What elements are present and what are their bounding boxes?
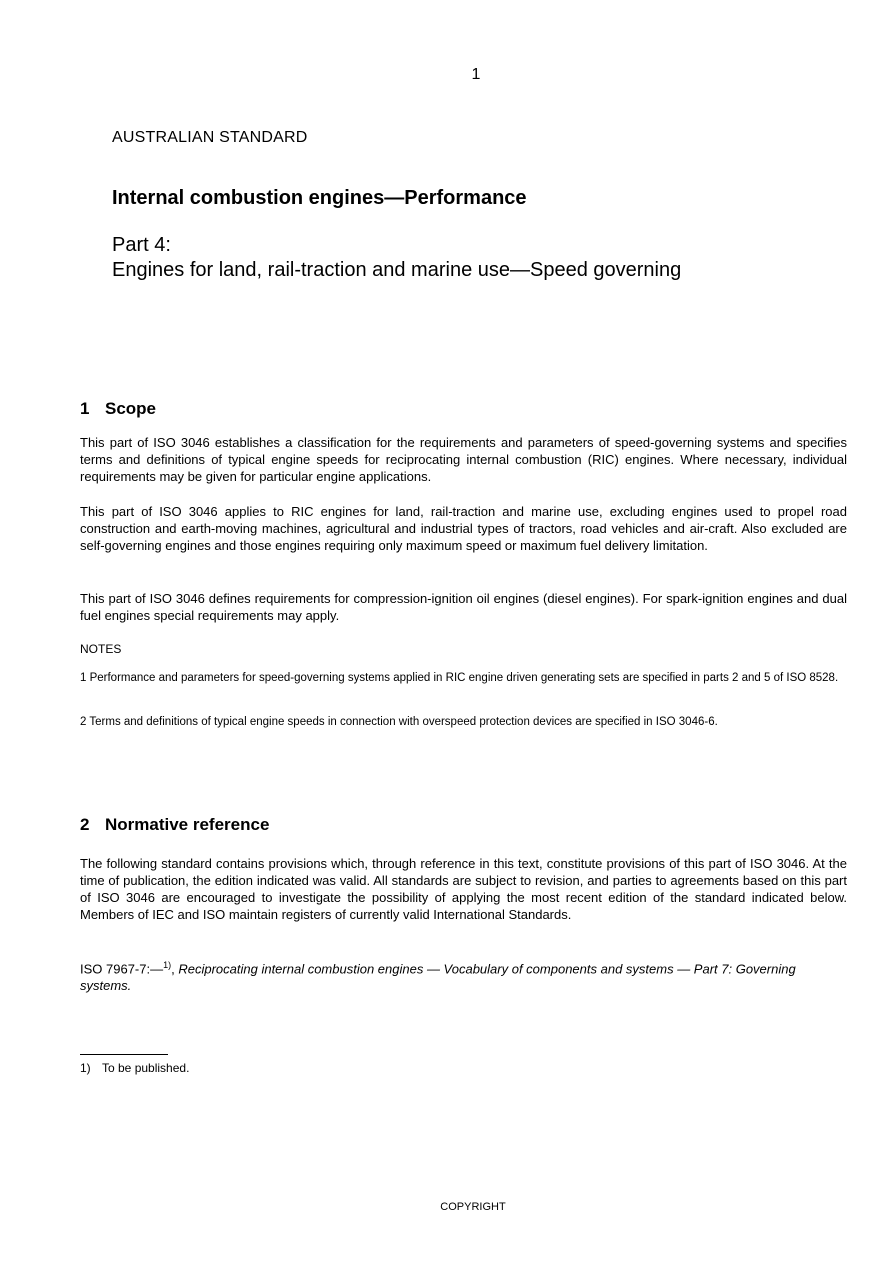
scope-paragraph-1: This part of ISO 3046 establishes a classification for the requirements and parameters of speed-governing systems and specifies terms and definitions of typical engine speeds for reciprocating internal combustion (RIC) engines. Where necessary, individual requirements may be given for particular engine applications. <box>80 435 847 484</box>
normative-reference-paragraph: The following standard contains provisions which, through reference in this text, constitute provisions of this part of ISO 3046. At the time of publication, the edition indicated was valid. All standards are subject to revision, and parties to agreements based on this part of ISO 3046 are encouraged to investigate the possibility of applying the most recent edition of the standard indicated below. Members of IEC and ISO maintain registers of currently valid International Standards. <box>80 856 847 922</box>
footnote-marker: 1) <box>163 960 172 970</box>
footnote-number: 1) <box>80 1061 91 1075</box>
scope-paragraph-2: This part of ISO 3046 applies to RIC engines for land, rail-traction and marine use, excluding engines used to propel road construction and earth-moving machines, agricultural and industrial types of tractors, road vehicles and air-craft. Also excluded are self-governing engines and those engines requiring only maximum speed or maximum fuel delivery limitation. <box>80 504 847 553</box>
scope-paragraph-3: This part of ISO 3046 defines requirements for compression-ignition oil engines (diesel engines). For spark-ignition engines and dual fuel engines special requirements may apply. <box>80 591 847 623</box>
reference-code: ISO 7967-7:— <box>80 961 164 977</box>
page-number: 1 <box>471 66 481 83</box>
section-number: 2 <box>80 815 90 834</box>
footnote <box>80 1061 189 1075</box>
section-title: Scope <box>105 399 157 418</box>
reference-entry: ISO 7967-7:—$^{1)}$, Reciprocating internal combustion engines — Vocabulary of components and systems — Part 7: Governing systems. <box>80 960 796 994</box>
section-heading-normative-reference <box>80 815 269 835</box>
standard-label: AUSTRALIAN STANDARD <box>112 129 308 146</box>
document-title: Internal combustion engines—Performance <box>112 187 527 209</box>
note-1: 1 Performance and parameters for speed-governing systems applied in RIC engine driven generating sets are specified in parts 2 and 5 of ISO 8528. <box>80 672 839 684</box>
copyright-label: COPYRIGHT <box>440 1201 506 1213</box>
section-number: 1 <box>80 399 90 418</box>
section-title: Normative reference <box>105 815 270 834</box>
footnote-divider <box>80 1054 168 1055</box>
reference-title: Reciprocating internal combustion engines — Vocabulary of components and systems — Part 7: Governing systems. <box>80 961 796 994</box>
footnote-text: To be published. <box>102 1061 190 1075</box>
section-heading-scope <box>80 399 156 419</box>
part-label: Part 4: <box>112 234 171 256</box>
part-title: Engines for land, rail-traction and marine use—Speed governing <box>112 259 682 281</box>
notes-label: NOTES <box>80 642 122 656</box>
note-2: 2 Terms and definitions of typical engine speeds in connection with overspeed protection devices are specified in ISO 3046-6. <box>80 716 718 728</box>
